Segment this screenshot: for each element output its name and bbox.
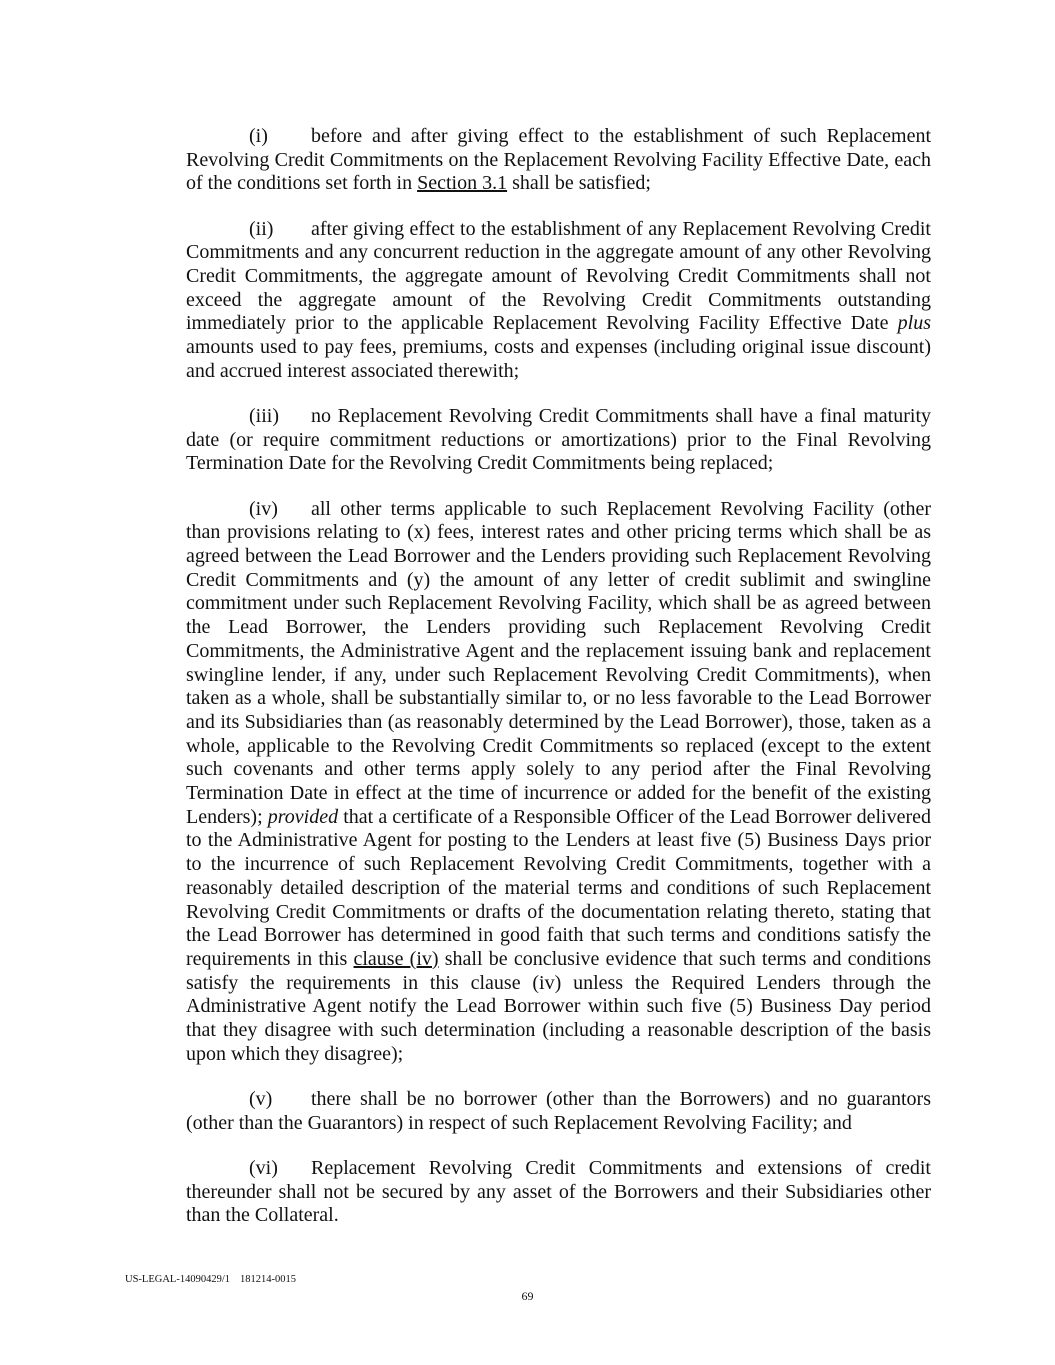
doc-id: US-LEGAL-14090429/1: [125, 1274, 230, 1285]
clause-v: [186, 1088, 931, 1135]
clause-label: (vi): [249, 1156, 278, 1179]
clause-reference-link: clause (iv): [353, 948, 439, 970]
clause-iv: [186, 498, 931, 1067]
matter-id: 181214-0015: [240, 1274, 296, 1285]
clause-vi: [186, 1157, 931, 1228]
clause-iii: [186, 405, 931, 476]
clause-label: (i): [249, 125, 268, 147]
emphasis-plus: plus: [897, 312, 931, 335]
document-body: [186, 125, 931, 1250]
clause-text: amounts used to pay fees, premiums, costs and expenses (including original issue discount) and accrued interest associated therewith;: [186, 336, 931, 382]
clause-label: (ii): [249, 217, 274, 240]
clause-label: (iii): [249, 405, 279, 428]
clause-text: there shall be no borrower (other than the Borrowers) and no guarantors (other than the Guarantors) in respect of such Replacement Revolving Facility; and: [186, 1088, 931, 1134]
clause-label: (iv): [249, 497, 278, 520]
clause-text: all other terms applicable to such Replacement Revolving Facility (other than provisions relating to (x) fees, interest rates and other pricing terms which shall be as agreed between the Lead Borrower and the Lenders providing such Replacement Revolving Credit Commitments and (y) the amount of any letter of credit sublimit and swingline commitment under such Replacement Revolving Facility, which shall be as agreed between the Lead Borrower, the Lenders providing such Replacement Revolving Credit Commitments, the Administrative Agent and the replacement issuing bank and replacement swingline lender, if any, under such Replacement Revolving Credit Commitments), when taken as a whole, shall be substantially similar to, or no less favorable to the Lead Borrower and its Subsidiaries than (as reasonably determined by the Lead Borrower), those, taken as a whole, applicable to the Revolving Credit Commitments so replaced (except to the extent such covenants and other terms apply solely to any period after the Final Revolving Termination Date in effect at the time of incurrence or added for the benefit of the existing Lenders);: [186, 497, 931, 828]
clause-text: Replacement Revolving Credit Commitments and extensions of credit thereunder shall not be secured by any asset of the Borrowers and their Subsidiaries other than the Collateral.: [186, 1156, 931, 1227]
clause-text: shall be conclusive evidence that such terms and conditions satisfy the requirements in this clause (iv) unless the Required Lenders through the Administrative Agent notify the Lead Borrower within such five (5) Business Day period that they disagree with such determination (including a reasonable description of the basis upon which they disagree);: [186, 948, 931, 1065]
footer-document-id: [125, 1274, 296, 1285]
emphasis-provided: provided: [267, 805, 339, 828]
page-number: 69: [521, 1289, 534, 1303]
clause-text: that a certificate of a Responsible Officer of the Lead Borrower delivered to the Administrative Agent for posting to the Lenders at least five (5) Business Days prior to the incurrence of such Replacement Revolving Credit Commitments, together with a reasonably detailed description of the material terms and conditions of such Replacement Revolving Credit Commitments or drafts of the documentation relating thereto, stating that the Lead Borrower has determined in good faith that such terms and conditions satisfy the requirements in this: [186, 805, 931, 970]
clause-ii: [186, 218, 931, 384]
clause-text: no Replacement Revolving Credit Commitments shall have a final maturity date (or require commitment reductions or amortizations) prior to the Final Revolving Termination Date for the Revolving Credit Commitments being replaced;: [186, 405, 931, 475]
clause-text: before and after giving effect to the establishment of such Replacement Revolving Credit Commitments on the Replacement Revolving Facility Effective Date, each of the conditions set forth in: [186, 125, 931, 195]
clause-text: shall be satisfied;: [507, 172, 651, 195]
clause-label: (v): [249, 1088, 273, 1111]
clause-i: [186, 125, 931, 196]
section-reference-link: Section 3.1: [417, 172, 508, 195]
clause-text: after giving effect to the establishment of any Replacement Revolving Credit Commitments and any concurrent reduction in the aggregate amount of any other Revolving Credit Commitments, the aggregate amount of Revolving Credit Commitments shall not exceed the aggregate amount of the Revolving Credit Commitments outstanding immediately prior to the applicable Replacement Revolving Facility Effective Date: [186, 217, 931, 335]
